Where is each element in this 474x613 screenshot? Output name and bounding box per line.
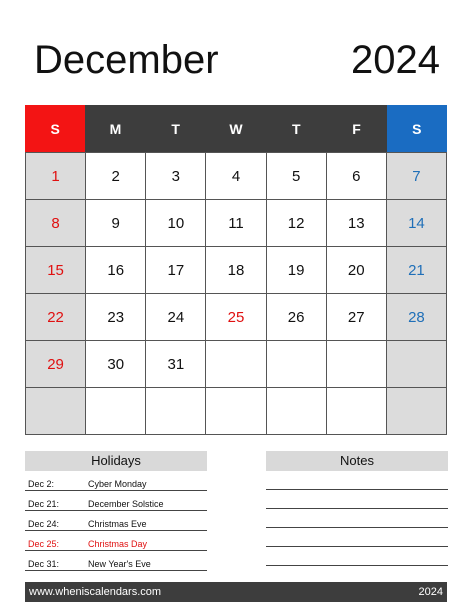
holiday-row — [25, 551, 207, 571]
holiday-row — [25, 511, 207, 531]
note-line[interactable] — [266, 528, 448, 547]
footer-bar — [25, 582, 447, 602]
weekday-wednesday: W — [206, 105, 266, 152]
empty-day-cell — [387, 341, 447, 388]
day-cell: 4 — [206, 153, 266, 200]
day-cell: 15 — [26, 247, 86, 294]
holiday-date: Dec 24: — [28, 519, 60, 529]
empty-day-cell — [146, 388, 206, 435]
day-cell: 6 — [327, 153, 387, 200]
day-cell: 22 — [26, 294, 86, 341]
holiday-date: Dec 31: — [28, 559, 60, 569]
note-line[interactable] — [266, 490, 448, 509]
weekday-sunday: S — [25, 105, 85, 152]
holiday-date: Dec 25: — [28, 539, 60, 549]
note-line[interactable] — [266, 509, 448, 528]
day-cell: 19 — [267, 247, 327, 294]
empty-day-cell — [387, 388, 447, 435]
day-cell: 20 — [327, 247, 387, 294]
holiday-name: New Year's Eve — [88, 559, 151, 569]
weekday-tuesday: T — [146, 105, 206, 152]
holiday-name: Cyber Monday — [88, 479, 147, 489]
empty-day-cell — [206, 341, 266, 388]
note-line[interactable] — [266, 471, 448, 490]
day-cell: 3 — [146, 153, 206, 200]
footer-website: www.wheniscalendars.com — [29, 586, 162, 598]
day-cell: 30 — [86, 341, 146, 388]
empty-day-cell — [267, 388, 327, 435]
holidays-section — [25, 451, 207, 571]
day-cell: 31 — [146, 341, 206, 388]
day-cell: 16 — [86, 247, 146, 294]
holiday-row — [25, 491, 207, 511]
holiday-row — [25, 531, 207, 551]
notes-section — [266, 451, 448, 566]
day-cell: 2 — [86, 153, 146, 200]
day-cell: 24 — [146, 294, 206, 341]
empty-day-cell — [327, 341, 387, 388]
footer-year: 2024 — [418, 586, 443, 598]
weekday-saturday: S — [387, 105, 447, 152]
day-cell: 25 — [206, 294, 266, 341]
day-cell: 23 — [86, 294, 146, 341]
day-cell: 5 — [267, 153, 327, 200]
day-cell: 17 — [146, 247, 206, 294]
day-cell: 12 — [267, 200, 327, 247]
day-cell: 8 — [26, 200, 86, 247]
day-cell: 10 — [146, 200, 206, 247]
notes-title: Notes — [266, 451, 448, 471]
note-line[interactable] — [266, 547, 448, 566]
holiday-name: Christmas Eve — [88, 519, 147, 529]
day-cell: 14 — [387, 200, 447, 247]
day-cell: 1 — [26, 153, 86, 200]
weekday-friday: F — [326, 105, 386, 152]
day-cell: 18 — [206, 247, 266, 294]
weekday-monday: M — [85, 105, 145, 152]
empty-day-cell — [26, 388, 86, 435]
weekday-header-row — [25, 105, 447, 152]
day-cell: 27 — [327, 294, 387, 341]
day-cell: 9 — [86, 200, 146, 247]
day-cell: 11 — [206, 200, 266, 247]
day-cell: 28 — [387, 294, 447, 341]
day-cell: 13 — [327, 200, 387, 247]
empty-day-cell — [206, 388, 266, 435]
empty-day-cell — [86, 388, 146, 435]
holiday-date: Dec 21: — [28, 499, 60, 509]
day-grid — [25, 152, 447, 435]
holiday-date: Dec 2: — [28, 479, 55, 489]
year-title: 2024 — [351, 38, 440, 82]
empty-day-cell — [267, 341, 327, 388]
weekday-thursday: T — [266, 105, 326, 152]
holiday-row — [25, 471, 207, 491]
month-title: December — [34, 38, 219, 82]
day-cell: 29 — [26, 341, 86, 388]
day-cell: 21 — [387, 247, 447, 294]
empty-day-cell — [327, 388, 387, 435]
holiday-name: December Solstice — [88, 499, 164, 509]
holidays-title: Holidays — [25, 451, 207, 471]
holiday-name: Christmas Day — [88, 539, 148, 549]
calendar-grid — [25, 105, 447, 435]
day-cell: 7 — [387, 153, 447, 200]
day-cell: 26 — [267, 294, 327, 341]
